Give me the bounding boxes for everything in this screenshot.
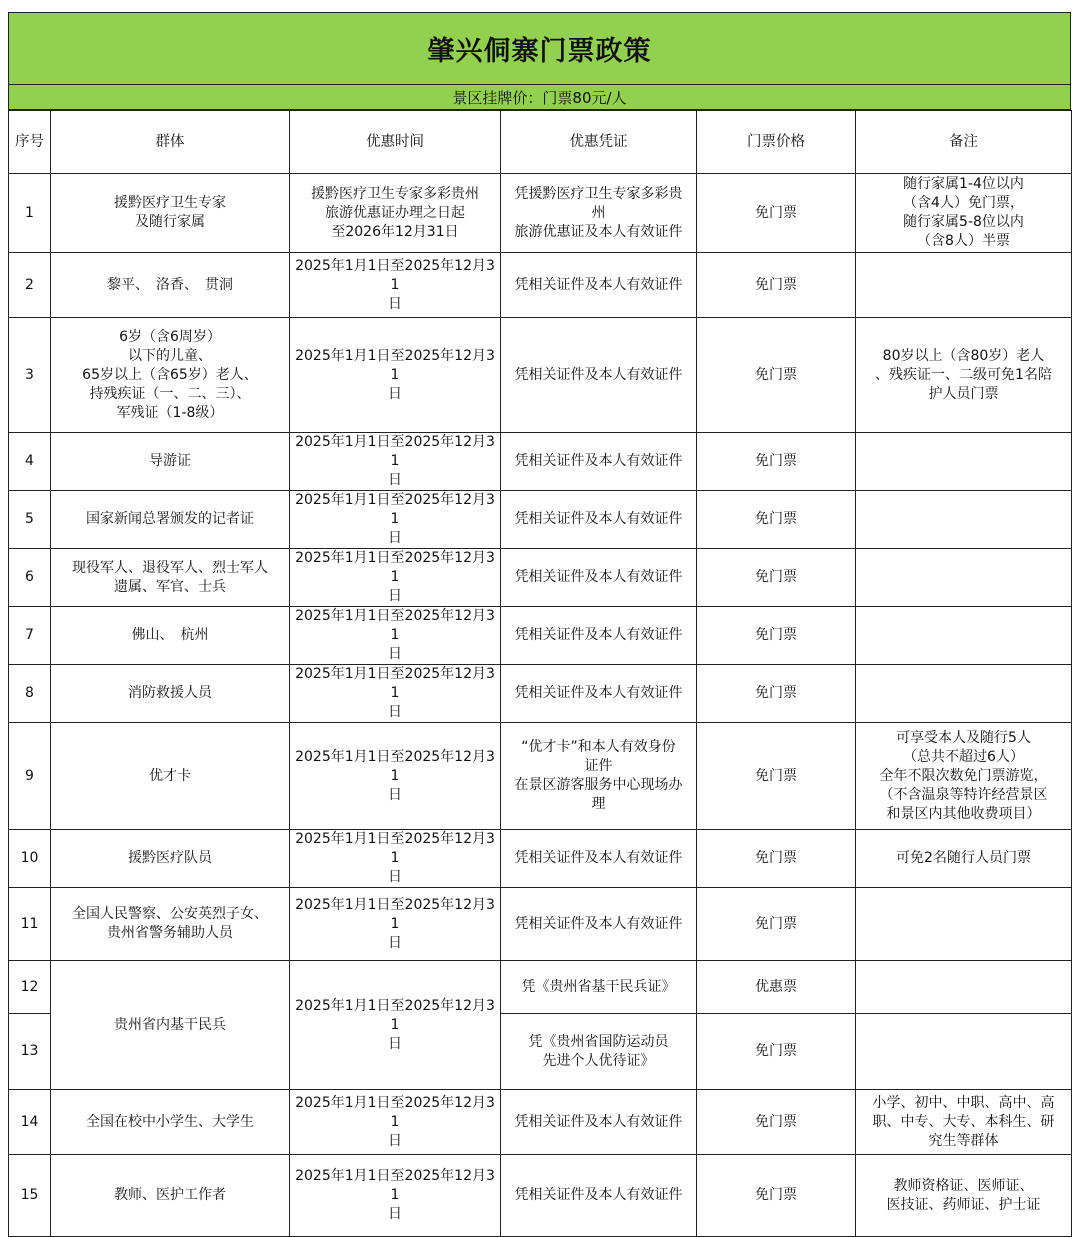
row-time: 2025年1月1日至2025年12月31 日 [290,549,501,607]
table-row [9,491,1072,549]
row-proof: 凭相关证件及本人有效证件 [501,433,697,491]
row-no: 3 [9,318,51,433]
row-no: 8 [9,665,51,723]
row-group: 现役军人、退役军人、烈士军人 遗属、军官、士兵 [51,549,290,607]
row-group: 消防救援人员 [51,665,290,723]
ticket-policy-sheet [8,12,1071,1237]
row-proof: 凭援黔医疗卫生专家多彩贵 州 旅游优惠证及本人有效证件 [501,174,697,253]
table-row [9,174,1072,253]
table-row [9,1090,1072,1155]
row-time: 2025年1月1日至2025年12月31 日 [290,888,501,961]
row-no: 11 [9,888,51,961]
row-proof: 凭《贵州省基干民兵证》 [501,961,697,1014]
header-group: 群体 [51,111,290,174]
row-note: 80岁以上（含80岁）老人 、残疾证一、二级可免1名陪 护人员门票 [856,318,1072,433]
row-note [856,549,1072,607]
row-group: 全国人民警察、公安英烈子女、 贵州省警务辅助人员 [51,888,290,961]
row-proof: 凭相关证件及本人有效证件 [501,888,697,961]
row-note: 小学、初中、中职、高中、高 职、中专、大专、本科生、研 究生等群体 [856,1090,1072,1155]
row-group: 贵州省内基干民兵 [51,961,290,1090]
row-proof: “优才卡”和本人有效身份 证件 在景区游客服务中心现场办 理 [501,723,697,830]
row-group: 优才卡 [51,723,290,830]
table-row [9,433,1072,491]
row-price: 免门票 [697,1014,856,1090]
row-note [856,433,1072,491]
row-time: 2025年1月1日至2025年12月31 日 [290,433,501,491]
row-no: 9 [9,723,51,830]
table-row [9,723,1072,830]
table-row [9,607,1072,665]
row-proof: 凭相关证件及本人有效证件 [501,318,697,433]
row-no: 6 [9,549,51,607]
header-time: 优惠时间 [290,111,501,174]
row-price: 免门票 [697,607,856,665]
header-price: 门票价格 [697,111,856,174]
row-price: 免门票 [697,318,856,433]
row-price: 免门票 [697,549,856,607]
row-note: 可享受本人及随行5人 （总共不超过6人） 全年不限次数免门票游览， （不含温泉等特许经营景区 和景区内其他收费项目） [856,723,1072,830]
header-note: 备注 [856,111,1072,174]
row-proof: 凭相关证件及本人有效证件 [501,1155,697,1237]
row-group: 国家新闻总署颁发的记者证 [51,491,290,549]
row-group: 佛山、 杭州 [51,607,290,665]
row-proof: 凭相关证件及本人有效证件 [501,1090,697,1155]
row-note [856,253,1072,318]
row-group: 导游证 [51,433,290,491]
row-time: 2025年1月1日至2025年12月31 日 [290,961,501,1090]
row-time: 2025年1月1日至2025年12月31 日 [290,830,501,888]
row-time: 2025年1月1日至2025年12月31 日 [290,607,501,665]
row-no: 1 [9,174,51,253]
row-time: 2025年1月1日至2025年12月31 日 [290,491,501,549]
row-price: 免门票 [697,830,856,888]
row-price: 免门票 [697,1090,856,1155]
row-no: 2 [9,253,51,318]
row-price: 免门票 [697,723,856,830]
row-group: 黎平、 洛香、 贯洞 [51,253,290,318]
row-time: 援黔医疗卫生专家多彩贵州 旅游优惠证办理之日起 至2026年12月31日 [290,174,501,253]
row-group: 6岁（含6周岁） 以下的儿童、 65岁以上（含65岁）老人、 持残疾证（一、二、三）、 军残证（1-8级） [51,318,290,433]
row-no: 13 [9,1014,51,1090]
row-note [856,607,1072,665]
row-proof: 凭相关证件及本人有效证件 [501,665,697,723]
row-note: 可免2名随行人员门票 [856,830,1072,888]
row-group: 援黔医疗队员 [51,830,290,888]
table-row [9,665,1072,723]
row-time: 2025年1月1日至2025年12月31 日 [290,1090,501,1155]
row-price: 免门票 [697,888,856,961]
row-time: 2025年1月1日至2025年12月31 日 [290,723,501,830]
row-no: 15 [9,1155,51,1237]
row-note [856,665,1072,723]
header-row [9,111,1072,174]
row-time: 2025年1月1日至2025年12月31 日 [290,665,501,723]
row-no: 14 [9,1090,51,1155]
table-row [9,549,1072,607]
row-time: 2025年1月1日至2025年12月31 日 [290,253,501,318]
row-no: 12 [9,961,51,1014]
table-row [9,253,1072,318]
table-row [9,830,1072,888]
policy-table [8,110,1072,1237]
row-time: 2025年1月1日至2025年12月31 日 [290,1155,501,1237]
table-row [9,318,1072,433]
row-note [856,491,1072,549]
row-no: 4 [9,433,51,491]
header-proof: 优惠凭证 [501,111,697,174]
row-price: 优惠票 [697,961,856,1014]
row-proof: 凭相关证件及本人有效证件 [501,253,697,318]
table-row [9,961,1072,1014]
row-no: 10 [9,830,51,888]
row-no: 5 [9,491,51,549]
row-note [856,888,1072,961]
row-price: 免门票 [697,1155,856,1237]
row-no: 7 [9,607,51,665]
table-row [9,888,1072,961]
row-note [856,961,1072,1014]
row-price: 免门票 [697,174,856,253]
row-group: 援黔医疗卫生专家 及随行家属 [51,174,290,253]
row-price: 免门票 [697,433,856,491]
header-no: 序号 [9,111,51,174]
listed-price: 景区挂牌价：门票80元/人 [8,85,1071,110]
row-note [856,1014,1072,1090]
row-group: 全国在校中小学生、大学生 [51,1090,290,1155]
row-proof: 凭相关证件及本人有效证件 [501,549,697,607]
row-proof: 凭《贵州省国防运动员 先进个人优待证》 [501,1014,697,1090]
row-note: 随行家属1-4位以内 （含4人）免门票， 随行家属5-8位以内 （含8人）半票 [856,174,1072,253]
row-price: 免门票 [697,665,856,723]
row-proof: 凭相关证件及本人有效证件 [501,830,697,888]
sheet-title: 肇兴侗寨门票政策 [8,12,1071,85]
row-price: 免门票 [697,491,856,549]
row-proof: 凭相关证件及本人有效证件 [501,607,697,665]
row-note: 教师资格证、医师证、 医技证、药师证、护士证 [856,1155,1072,1237]
row-price: 免门票 [697,253,856,318]
row-group: 教师、医护工作者 [51,1155,290,1237]
row-proof: 凭相关证件及本人有效证件 [501,491,697,549]
row-time: 2025年1月1日至2025年12月31 日 [290,318,501,433]
